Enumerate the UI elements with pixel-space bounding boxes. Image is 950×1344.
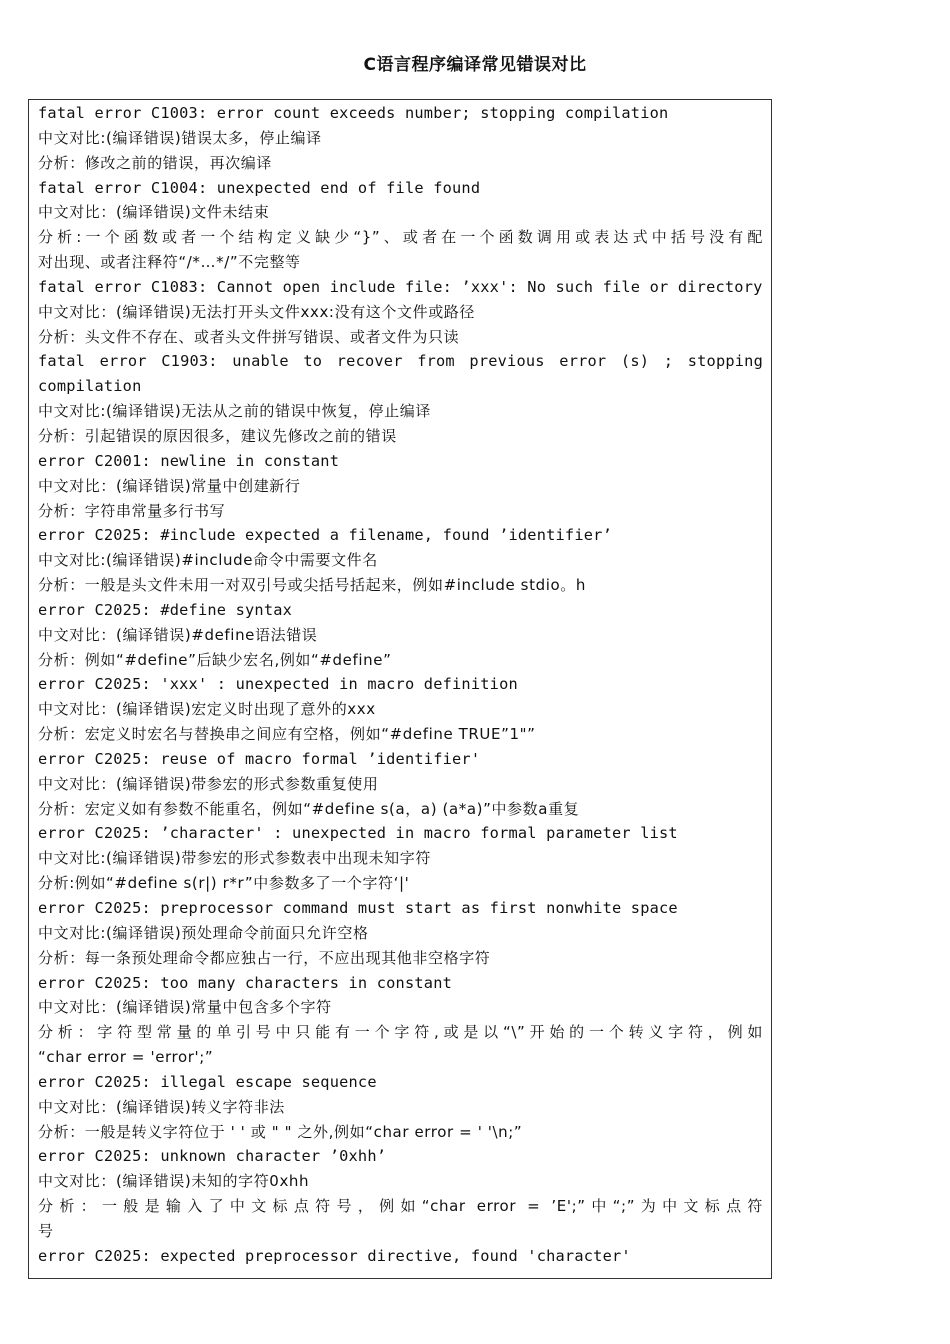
content-box [28,99,772,1279]
text-line: fatal error C1004: unexpected end of file found [38,178,481,197]
text-line: 分析：修改之前的错误，再次编译 [38,153,273,172]
text-line: 中文对比：(编译错误)未知的字符0xhh [38,1172,310,1191]
text-line: 中文对比：(编译错误)常量中包含多个字符 [38,998,332,1017]
text-line: error C2025: #define syntax [38,600,293,619]
text-line: 分析：字符型常量的单引号中只能有一个字符,或是以“\”开始的一个转义字符，例如 [38,1023,763,1042]
text-line: 中文对比：(编译错误)带参宏的形式参数重复使用 [38,774,379,793]
text-line: error C2025: unknown character ’0xhh’ [38,1147,387,1166]
text-line: 中文对比:(编译错误)预处理命令前面只允许空格 [38,923,369,942]
text-line: 中文对比：(编译错误)常量中创建新行 [38,476,301,495]
text-line: error C2025: illegal escape sequence [38,1072,377,1091]
text-line: error C2025: ’character' : unexpected in macro formal parameter list [38,824,678,843]
text-line: 号 [38,1221,54,1240]
text-line: error C2025: 'xxx' : unexpected in macro definition [38,675,518,694]
document-title: C语言程序编译常见错误对比 [363,55,587,75]
text-line: 分析：引起错误的原因很多，建议先修改之前的错误 [38,426,397,445]
text-line: fatal error C1083: Cannot open include file: ’xxx': No such file or directory [38,277,763,296]
text-line: 中文对比：(编译错误)#define语法错误 [38,625,318,644]
text-line: 分析:一个函数或者一个结构定义缺少“}”、或者在一个函数调用或表达式中括号没有配 [38,228,763,247]
text-line: 中文对比：(编译错误)转义字符非法 [38,1097,285,1116]
text-line: fatal error C1003: error count exceeds number; stopping compilation [38,104,669,122]
text-line: error C2025: reuse of macro formal ’identifier' [38,749,481,768]
text-line: error C2001: newline in constant [38,451,340,470]
text-line: fatal error C1903: unable to recover from previous error (s) ; stopping [38,352,763,371]
text-line: 分析：例如“#define”后缺少宏名,例如“#define” [38,650,392,669]
text-line: 对出现、或者注释符“/*…*/”不完整等 [38,253,301,272]
text-line: error C2025: preprocessor command must start as first nonwhite space [38,899,678,917]
text-line: 中文对比:(编译错误)#include命令中需要文件名 [38,551,378,570]
text-line: 中文对比:(编译错误)带参宏的形式参数表中出现未知字符 [38,849,431,868]
text-line: 分析：一般是转义字符位于 ' ' 或 " " 之外,例如“char error = ' '\n;” [38,1122,523,1141]
text-line: error C2025: too many characters in constant [38,973,453,992]
text-line: 分析：每一条预处理命令都应独占一行，不应出现其他非空格字符 [38,948,491,967]
text-line: 分析：宏定义如有参数不能重名，例如“#define s(a，a) (a*a)”中参数a重复 [38,799,580,818]
text-line: 分析：一般是输入了中文标点符号，例如“char error = ’E';”中“;”为中文标点符 [38,1197,763,1216]
text-line: 中文对比：(编译错误)宏定义时出现了意外的xxx [38,700,376,719]
text-line: 中文对比:(编译错误)无法从之前的错误中恢复，停止编译 [38,402,431,421]
error-list [38,101,763,1269]
text-line: “char error = 'error';” [38,1048,214,1067]
text-line: 中文对比：(编译错误)无法打开头文件xxx:没有这个文件或路径 [38,302,475,321]
text-line: 分析:例如“#define s(r|) r*r”中参数多了一个字符‘|' [38,874,410,893]
text-line: 中文对比：(编译错误)文件未结束 [38,203,270,222]
text-line: compilation [38,377,142,396]
text-line: 分析：宏定义时宏名与替换串之间应有空格，例如“#define TRUE”1"” [38,725,536,744]
text-line: 分析：头文件不存在、或者头文件拼写错误、或者文件为只读 [38,327,460,346]
text-line: 中文对比:(编译错误)错误太多，停止编译 [38,128,322,147]
text-line: error C2025: #include expected a filename, found ’identifier’ [38,526,612,545]
text-line: 分析：字符串常量多行书写 [38,501,226,520]
text-line: 分析：一般是头文件未用一对双引号或尖括号括起来，例如#include stdio。h [38,576,586,595]
text-line: error C2025: expected preprocessor directive, found 'character' [38,1246,631,1265]
